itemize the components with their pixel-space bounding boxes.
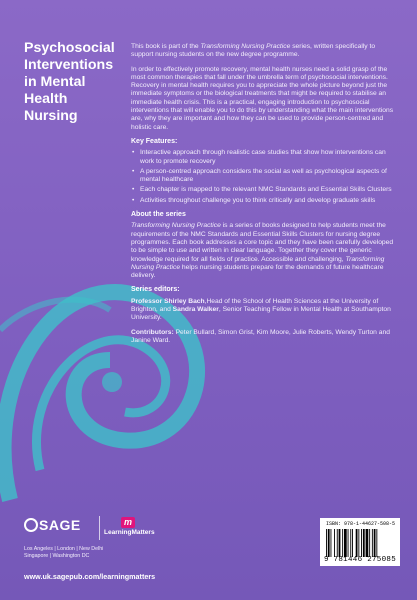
barcode — [320, 518, 400, 566]
contributors-names: Peter Bullard, Simon Grist, Kim Moore, Julie Roberts, Wendy Turton and Janine Ward. — [131, 328, 390, 344]
about-series-name-2: Transforming Nursing Practice — [131, 255, 385, 271]
about-series-heading: About the series — [131, 211, 186, 219]
swirl-dot — [102, 372, 122, 392]
key-features-list — [131, 149, 399, 205]
about-series-text-1: is a series of books designed to help students meet the requirements of the NMC Standards and Essential Skills Clusters for nursing degree programmes. Each book addresses a core topic and they have been carefully developed to be simple to use and written in clear language. Together they cover the generic knowledge required for all fields of practice. Accessible and challenging, — [131, 222, 394, 263]
book-title: Psychosocial Interventions in Mental Health Nursing — [24, 40, 115, 124]
learning-matters-name: LearningMatters — [104, 529, 155, 536]
sage-circle-icon — [24, 518, 38, 532]
barcode-number: 9 781446 275085 — [323, 556, 396, 564]
cities-line-1: Los Angeles | London | New Delhi — [24, 546, 104, 552]
list-item: • Each chapter is mapped to the relevant NMC Standards and Essential Skills Clusters — [131, 186, 399, 194]
isbn-text: ISBN: 978-1-44627-508-5 — [326, 521, 396, 527]
list-item: • Interactive approach through realistic case studies that show how interventions can work to promote recovery — [131, 149, 399, 166]
learning-matters-logo — [104, 517, 164, 537]
editor-2-name: Sandra Walker — [172, 306, 219, 314]
series-editors-paragraph — [131, 298, 399, 323]
publisher-url[interactable]: www.uk.sagepub.com/learningmatters — [24, 572, 156, 581]
about-series-text-2: helps nursing students prepare for the demands of future healthcare delivery. — [131, 263, 384, 280]
key-features-heading: Key Features: — [131, 137, 178, 145]
intro-paragraph — [131, 43, 399, 60]
publisher-cities — [24, 546, 154, 560]
about-series-name: Transforming Nursing Practice — [131, 222, 221, 230]
intro-series-name: Transforming Nursing Practice — [200, 43, 291, 50]
series-editors-heading: Series editors: — [131, 286, 180, 294]
barcode-bars — [326, 529, 394, 557]
swirl-arc-inner — [0, 300, 110, 330]
editor-1-name: Professor Shirley Bach — [131, 297, 205, 305]
sage-logo — [24, 517, 94, 535]
list-item: • Activities throughout challenge you to think critically and develop graduate skills — [131, 197, 399, 205]
back-cover-text — [131, 43, 399, 351]
cities-line-2: Singapore | Washington DC — [24, 553, 90, 559]
swirl-arc-middle — [36, 340, 165, 470]
editor-1-role: ,Head of the School of Health Sciences at the University of Brighton, and — [131, 297, 379, 314]
about-series-paragraph — [131, 222, 399, 280]
intro-text-2: series, written specifically to support nursing students on the new degree programme. — [131, 43, 376, 59]
logo-divider — [99, 516, 100, 540]
editor-2-role: , Senior Teaching Fellow in Mental Health at Southampton University. — [131, 306, 391, 322]
description-paragraph: In order to effectively promote recovery, mental health nurses need a solid grasp of the most common therapies that fall under the umbrella term of psychosocial interventions. Recovery in mental health requires you to appreciate the whole picture beyond just the immediate symptoms or the biological treatments that might be required to stabilise an immediate health crisis. This is a practical, engaging introduction to psychosocial interventions that will enable you to do this by understanding what the main interventions are, why they are important and how they can be used to provide person-centred and holistic care. — [131, 65, 394, 131]
learning-matters-icon: m — [121, 517, 135, 528]
intro-text-1: This book is part of the — [131, 43, 201, 50]
list-item: • A person-centred approach considers the social as well as psychological aspects of mental healthcare — [131, 168, 399, 185]
contributors-paragraph — [131, 329, 399, 346]
contributors-label: Contributors: — [131, 328, 174, 336]
sage-wordmark: SAGE — [39, 517, 81, 533]
